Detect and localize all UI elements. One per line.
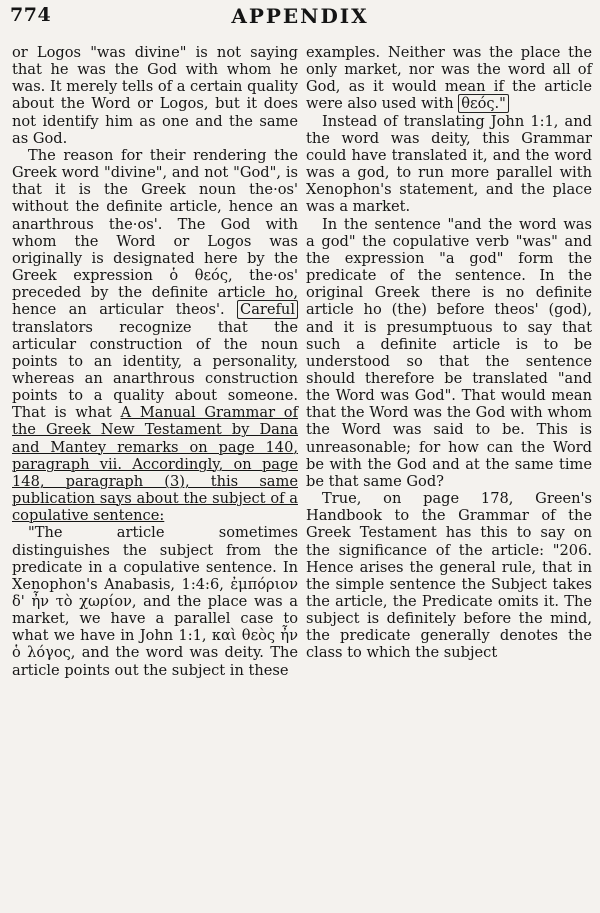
page-header — [10, 4, 590, 34]
right-column — [306, 44, 592, 662]
right-paragraph-1 — [306, 44, 592, 113]
left-paragraph-3: "The article sometimes distinguishes the subject from the predicate in a copulative sentence. In Xenophon's Anabasis, 1:4:6, ἐμπόριον δ' ἦν τὸ χωρίον, and the place was a market, we have a parallel case to what we have in John 1:1, καὶ θεὸς ἦν ὁ λόγος, and the word was deity. The article points out the subject in these — [12, 524, 298, 679]
boxed-word-careful: Careful — [237, 300, 298, 319]
right-paragraph-1-text: examples. Neither was the place the only market, nor was the word all of God, as it would mean if the article were also used with — [306, 44, 592, 113]
right-paragraph-2: Instead of translating John 1:1, and the word was deity, this Grammar could have translated it, and the word was a god, to run more parallel with Xenophon's statement, and the place was a market. — [306, 112, 592, 216]
right-paragraph-3: In the sentence "and the word was a god" the copulative verb "was" and the expression "a god" form the predicate of the sentence. In the original Greek there is no definite article ho (the) before theos' (god), and it is presumptuous to say that such a definite article is to be understood so that the sentence should therefore be translated "and the Word was God". That would mean that the Word was the God with whom the Word was said to be. This is unreasonable; for how can the Word be with the God and at the same time be that same God? — [306, 215, 592, 490]
underlined-citation: A Manual Grammar of the Greek New Testament by Dana and Mantey remarks on page 140, paragraph vii. Accordingly, on page 148, paragraph (3), this same publication says about the subject of a copulative sentence: — [12, 404, 298, 525]
page-number: 774 — [10, 4, 52, 26]
running-title: APPENDIX — [231, 4, 369, 28]
left-paragraph-2 — [12, 147, 298, 524]
right-paragraph-4: True, on page 178, Green's Handbook to the Grammar of the Greek Testament has this to say on the significance of the article: "206. Hence arises the general rule, that in the simple sentence the Subject takes the article, the Predicate omits it. The subject is definitely before the mind, the predicate generally denotes the class to which the subject — [306, 490, 592, 662]
left-paragraph-2-text-b: translators recognize that the articular construction of the noun points to an identity, a personality, whereas an anarthrous construction points to a quality about someone. That is what — [12, 318, 298, 422]
boxed-word-theos: θεός." — [458, 94, 509, 113]
left-paragraph-1: or Logos "was divine" is not saying that he was the God with whom he was. It merely tells of a certain quality about the Word or Logos, but it does not identify him as one and the same as God. — [12, 44, 298, 147]
left-paragraph-2-text-a: The reason for their rendering the Greek word "divine", and not "God", is that it is the Greek noun the·os' without the definite article, hence an anarthrous the·os'. The God with whom the Word or Logos was originally is designated here by the Greek expression ὁ θεός, the·os' preceded by the definite article ho, hence an articular theos'. — [12, 146, 298, 319]
left-column — [12, 44, 298, 679]
